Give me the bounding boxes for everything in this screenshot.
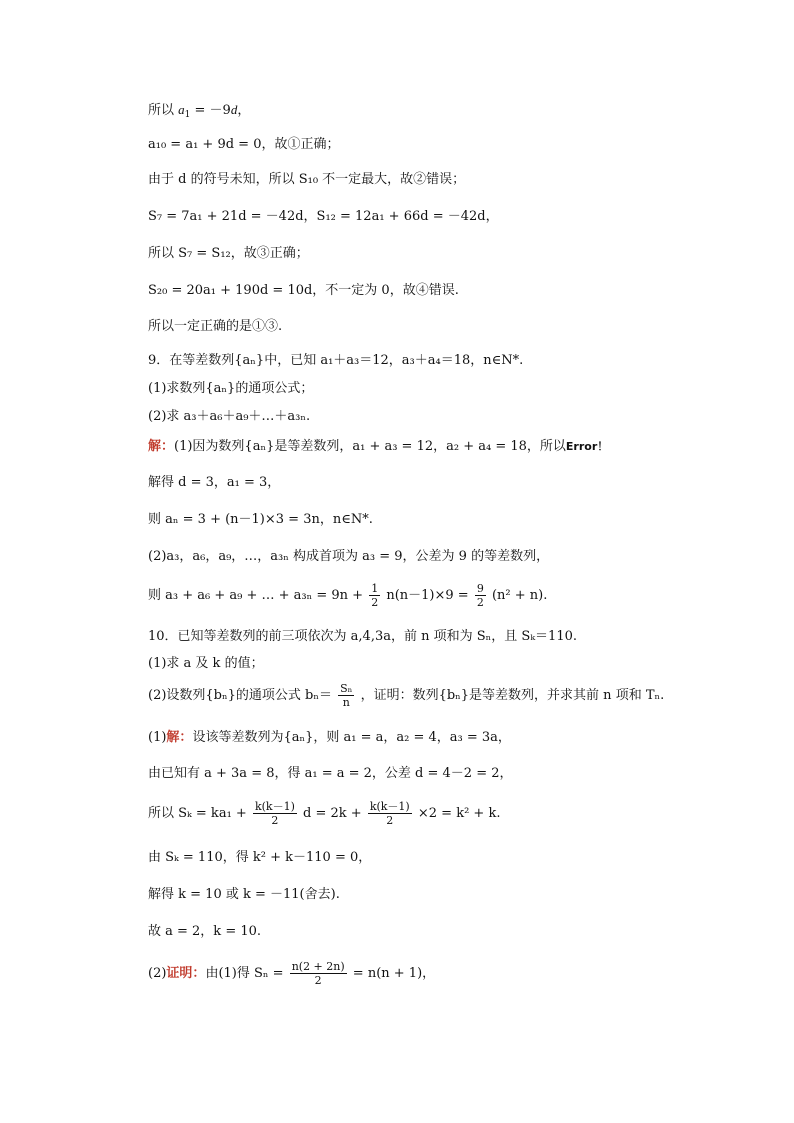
line-5: 所以 S₇ = S₁₂，故③正确； [148, 246, 309, 261]
line-12: 解得 d = 3，a₁ = 3， [148, 475, 281, 490]
line-3: 由于 d 的符号未知，所以 S₁₀ 不一定最大，故②错误； [148, 172, 466, 187]
line-7: 所以一定正确的是①③. [148, 319, 283, 334]
fraction: $\frac{n(2 + 2n)}{2}$ [291, 960, 345, 987]
line-13: 则 aₙ = 3 + (n－1)×3 = 3n，n∈N*. [148, 512, 373, 527]
problem-10-title: 10．已知等差数列的前三项依次为 a,4,3a，前 n 项和为 Sₙ，且 Sₖ＝110. [148, 629, 578, 644]
solution-label: 解： [148, 439, 175, 454]
line-25: (2)证明：由(1)得 Sₙ = $\frac{n(2 + 2n)}{2}$ = n(n + 1)， [148, 960, 436, 987]
line-4: S₇ = 7a₁ + 21d = －42d，S₁₂ = 12a₁ + 66d = －42d， [148, 209, 499, 224]
fraction: $\frac{9}{2}$ [476, 582, 484, 609]
line-24: 故 a = 2，k = 10. [148, 924, 262, 939]
line-15: 则 a₃ + a₆ + a₉ + … + a₃ₙ = 9n + $\frac{1}{2}$ n(n－1)×9 = $\frac{9}{2}$ (n² + n). [148, 582, 548, 609]
proof-label: 证明： [166, 966, 206, 981]
solution-label: 解： [166, 730, 193, 745]
line-23: 解得 k = 10 或 k = －11(舍去). [148, 887, 340, 902]
fraction: $\frac{k(k-1)}{2}$ [254, 800, 295, 827]
problem-9-part2: (2)求 a₃＋a₆＋a₉＋…＋a₃ₙ. [148, 409, 311, 424]
line-19: (1)解：设该等差数列为{aₙ}，则 a₁ = a，a₂ = 4，a₃ = 3a， [148, 730, 511, 745]
problem-10-part2: (2)设数列{bₙ}的通项公式 bₙ＝ $\frac{\text{Sₙ}}{n}$ ，证明：数列{bₙ}是等差数列，并求其前 n 项和 Tₙ. [148, 682, 665, 709]
line-20: 由已知有 a + 3a = 8，得 a₁ = a = 2，公差 d = 4－2 = 2， [148, 766, 513, 781]
fraction: $\frac{k(k-1)}{2}$ [369, 800, 410, 827]
line-1: 所以 $a_1 = -9d$， [148, 102, 251, 120]
line-6: S₂₀ = 20a₁ + 190d = 10d，不一定为 0，故④错误. [148, 283, 459, 298]
fraction: $\frac{\text{Sₙ}}{n}$ [340, 682, 353, 709]
error-marker: Error！ [565, 440, 609, 453]
line-2: a₁₀ = a₁ + 9d = 0，故①正确； [148, 137, 340, 152]
line-21: 所以 Sₖ = ka₁ + $\frac{k(k-1)}{2}$ d = 2k + $\frac{k(k-1)}{2}$ ×2 = k² + k. [148, 800, 501, 827]
fraction: $\frac{1}{2}$ [371, 582, 379, 609]
line-22: 由 Sₖ = 110，得 k² + k－110 = 0， [148, 850, 372, 865]
line-11: 解：(1)因为数列{aₙ}是等差数列，a₁ + a₃ = 12，a₂ + a₄ = 18，所以Error！ [148, 439, 609, 454]
problem-9-part1: (1)求数列{aₙ}的通项公式； [148, 381, 314, 396]
line-14: (2)a₃，a₆，a₉，…，a₃ₙ 构成首项为 a₃ = 9，公差为 9 的等差数列， [148, 549, 550, 564]
problem-10-part1: (1)求 a 及 k 的值； [148, 656, 264, 671]
problem-9-title: 9．在等差数列{aₙ}中，已知 a₁＋a₃＝12，a₃＋a₄＝18，n∈N*. [148, 353, 524, 368]
